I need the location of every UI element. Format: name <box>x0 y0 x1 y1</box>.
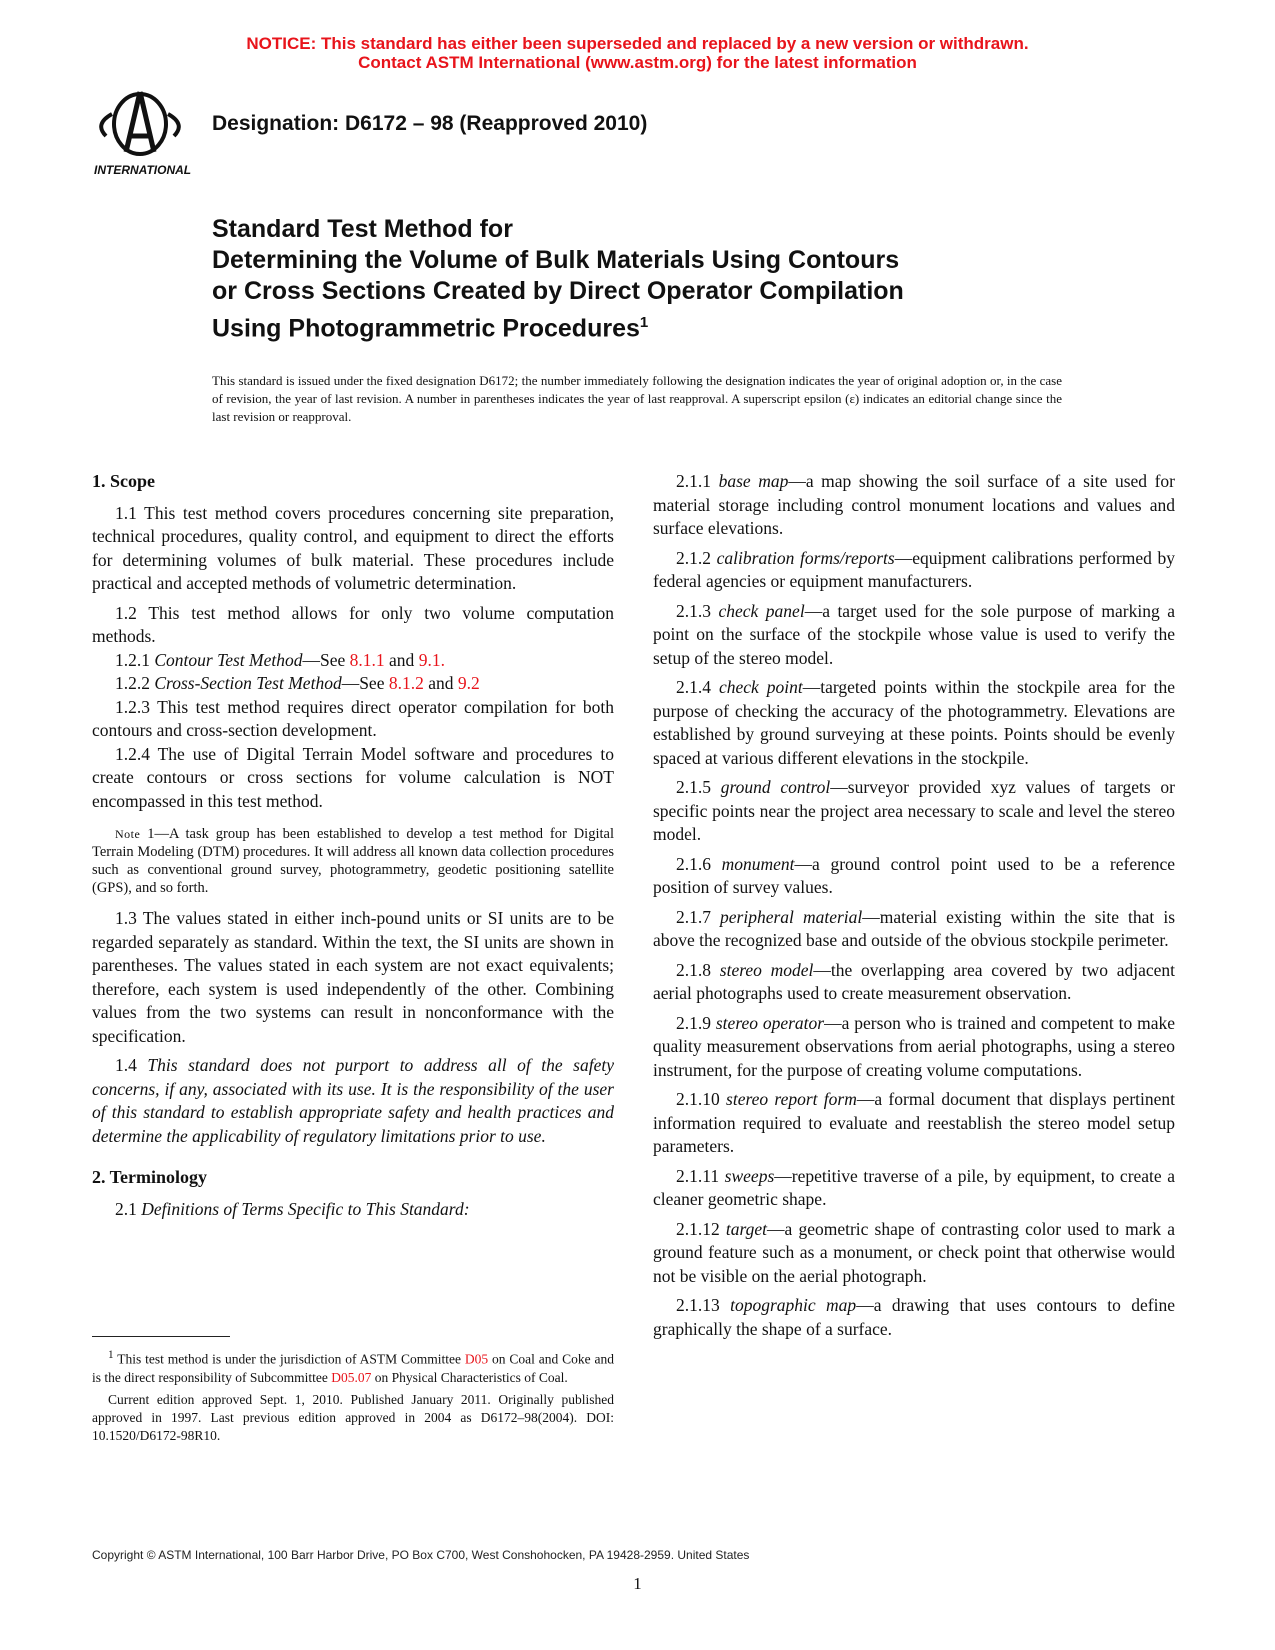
paragraph-1-2-1 <box>92 649 614 673</box>
astm-logo-icon <box>92 88 202 178</box>
link-8-1-2[interactable]: 8.1.2 <box>388 673 424 693</box>
notice-line-1: NOTICE: This standard has either been superseded and replaced by a new version or withdrawn. <box>246 34 1029 53</box>
paragraph-1-3: 1.3 The values stated in either inch-pound units or SI units are to be regarded separately as standard. Within the text, the SI units are shown in parentheses. The values stated in each system are not exact equivalents; therefore, each system is used independently of the other. Combining values from the two systems can result in nonconformance with the specification. <box>92 908 614 1046</box>
definition-2-1-1: 2.1.1 base map—a map showing the soil surface of a site used for material storage including control monument locations and values and surface elevations. <box>653 471 1175 538</box>
issued-statement: This standard is issued under the fixed designation D6172; the number immediately following the designation indicates the year of original adoption or, in the case of revision, the year of last revision. A number in parentheses indicates the year of last reapproval. A superscript epsilon (ε) indicates an editorial change since the last revision or reapproval. <box>212 373 1062 424</box>
clause-number: 1.2.2 <box>115 673 150 693</box>
title-line-3: or Cross Sections Created by Direct Operator Compilation <box>212 277 904 305</box>
definition-2-1-10: 2.1.10 stereo report form—a formal document that displays pertinent information required to evaluate and reestablish the stereo model setup parameters. <box>653 1089 1175 1156</box>
designation: Designation: D6172 – 98 (Reapproved 2010) <box>212 112 648 135</box>
logo-label: INTERNATIONAL <box>94 163 192 177</box>
paragraph-2-1 <box>92 1198 614 1222</box>
definition-2-1-8: 2.1.8 stereo model—the overlapping area covered by two adjacent aerial photographs used to create measurement observation. <box>653 959 1175 1003</box>
footnotes <box>92 1346 614 1449</box>
definitions-intro: Definitions of Terms Specific to This Standard: <box>141 1198 470 1219</box>
paragraph-1-2-2 <box>92 672 614 696</box>
term-contour-test-method: Contour Test Method <box>154 649 303 670</box>
definition-2-1-7: 2.1.7 peripheral material—material existing within the site that is above the recognized base and outside of the obvious stockpile perimeter. <box>653 906 1175 950</box>
link-8-1-1[interactable]: 8.1.1 <box>349 649 385 670</box>
clause-number: 2.1 <box>115 1198 137 1219</box>
document-title <box>212 214 1112 344</box>
clause-number: 1.4 <box>115 1055 137 1075</box>
title-footnote-mark: 1 <box>639 314 649 331</box>
title-line-1: Standard Test Method for <box>212 215 513 243</box>
astm-logo <box>92 88 202 178</box>
left-column <box>92 470 614 1227</box>
definition-2-1-11: 2.1.11 sweeps—repetitive traverse of a pile, by equipment, to create a cleaner geometric shape. <box>653 1165 1176 1209</box>
section-heading-scope: 1. Scope <box>92 471 155 491</box>
see-text: —See <box>341 673 385 693</box>
title-line-2: Determining the Volume of Bulk Materials Using Contours <box>212 246 900 274</box>
definition-2-1-2: 2.1.2 calibration forms/reports—equipment calibrations performed by federal agencies or equipment manufacturers. <box>653 547 1176 591</box>
definition-2-1-12: 2.1.12 target—a geometric shape of contrasting color used to mark a ground feature such as a monument, or check point that otherwise would not be visible on the aerial photograph. <box>653 1218 1175 1286</box>
paragraph-1-4 <box>92 1054 614 1148</box>
paragraph-1-2-3: 1.2.3 This test method requires direct operator compilation for both contours and cross-section development. <box>92 696 614 740</box>
note-text: 1—A task group has been established to develop a test method for Digital Terrain Modeling (DTM) procedures. It will address all known data collection procedures such as conventional ground survey, photogrammetry, geodetic positioning satellite (GPS), and so forth. <box>92 826 614 896</box>
paragraph-1-2: 1.2 This test method allows for only two volume computation methods. <box>92 602 614 646</box>
right-column <box>653 470 1175 1347</box>
definition-2-1-4: 2.1.4 check point—targeted points within the stockpile area for the purpose of checking the accuracy of the photogrammetry. Elevations are established by ground surveying at these points. Points should be evenly spaced at various different elevations in the stockpile. <box>653 677 1176 768</box>
section-heading-terminology: 2. Terminology <box>92 1167 208 1187</box>
definition-2-1-13: 2.1.13 topographic map—a drawing that uses contours to define graphically the shape of a surface. <box>653 1295 1175 1339</box>
footnote-1: $^1$ This test method is under the jurisdiction of ASTM Committee D05 on Coal and Coke and is the direct responsibility of Subcommittee D05.07 on Physical Characteristics of Coal. <box>92 1349 614 1385</box>
paragraph-1-2-4: 1.2.4 The use of Digital Terrain Model software and procedures to create contours or cross sections for volume calculation is NOT encompassed in this test method. <box>92 743 614 811</box>
title-line-4: Using Photogrammetric Procedures <box>212 314 640 343</box>
definition-2-1-9: 2.1.9 stereo operator—a person who is trained and competent to make quality measurement observations from aerial photographs, using a stereo instrument, for the purpose of creating volume computations. <box>653 1012 1176 1080</box>
and-text: and <box>428 673 454 693</box>
copyright-line: Copyright © ASTM International, 100 Barr Harbor Drive, PO Box C700, West Conshohocken, PA 19428-2959. United States <box>92 1548 750 1562</box>
note-label: Note <box>115 827 141 841</box>
link-committee-d05[interactable]: D05 <box>464 1351 489 1367</box>
definition-2-1-6: 2.1.6 monument—a ground control point used to be a reference position of survey values. <box>653 853 1176 897</box>
definition-2-1-5: 2.1.5 ground control—surveyor provided xyz values of targets or specific points near the project area necessary to scale and level the stereo model. <box>653 777 1176 844</box>
clause-number: 1.2.1 <box>115 649 150 670</box>
and-text: and <box>389 649 415 670</box>
footnote-divider <box>92 1336 230 1337</box>
link-9-2[interactable]: 9.2 <box>457 673 480 693</box>
link-subcommittee-d05-07[interactable]: D05.07 <box>331 1369 372 1385</box>
footnote-edition: Current edition approved Sept. 1, 2010. Published January 2011. Originally published approved in 1997. Last previous edition approved in 2004 as D6172–98(2004). DOI: 10.1520/D6172-98R10. <box>92 1391 614 1443</box>
link-9-1[interactable]: 9.1. <box>418 649 445 670</box>
note-1 <box>92 825 614 897</box>
page-number: 1 <box>633 1574 642 1593</box>
supersede-notice <box>0 34 1275 72</box>
see-text: —See <box>302 649 346 670</box>
term-cross-section-test-method: Cross-Section Test Method <box>154 673 342 693</box>
notice-line-2: Contact ASTM International (www.astm.org) for the latest information <box>358 53 917 72</box>
paragraph-1-1: 1.1 This test method covers procedures concerning site preparation, technical procedures, quality control, and equipment to direct the efforts for determining volumes of bulk material. These procedures include practical and accepted methods of volumetric determination. <box>92 502 614 593</box>
footnote-mark: 1 <box>108 1349 114 1361</box>
safety-statement: This standard does not purport to address all of the safety concerns, if any, associated with its use. It is the responsibility of the user of this standard to establish appropriate safety and health practices and determine the applicability of regulatory limitations prior to use. <box>92 1055 615 1146</box>
definition-2-1-3: 2.1.3 check panel—a target used for the sole purpose of marking a point on the surface of the stockpile whose value is used to verify the setup of the stereo model. <box>653 600 1175 668</box>
